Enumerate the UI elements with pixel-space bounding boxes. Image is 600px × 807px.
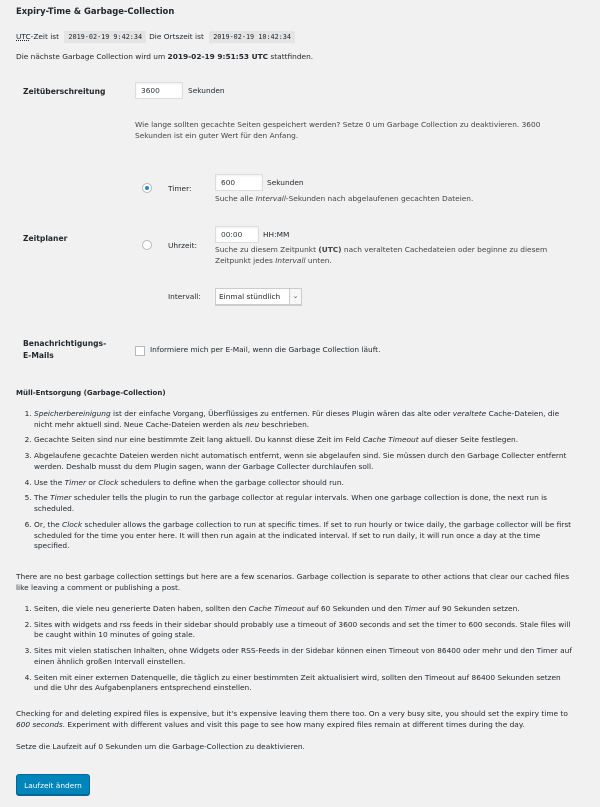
clock-desc-bold: (UTC) [318, 245, 342, 254]
scenario-em: Timer [404, 604, 426, 613]
time-info-line [16, 32, 588, 43]
step-text: Gecachte Seiten sind nur eine bestimmte Zeit lang aktuell. Du kannst diese Zeit im Feld [34, 435, 363, 445]
timer-seconds-input[interactable] [215, 174, 263, 191]
interval-select[interactable] [215, 288, 302, 305]
notifications-label-line2: E-Mails [23, 351, 54, 360]
notifications-label [23, 338, 106, 362]
timer-desc-after: -Sekunden nach abgelaufenen gecachten Dateien. [285, 194, 474, 203]
step-em: Cache Timeout [362, 435, 419, 445]
list-item [34, 451, 572, 472]
expensive-text: Checking for and deleting expired files is expensive, but it's expensive leaving them there too. On a very busy site, you should set the expiry time to [16, 709, 568, 718]
clock-description [215, 245, 570, 266]
clock-unit: HH:MM [263, 230, 290, 239]
interval-label: Intervall: [168, 292, 201, 301]
clock-label: Uhrzeit: [168, 241, 197, 250]
timer-radio[interactable] [142, 183, 152, 193]
step-em: Clock [98, 477, 119, 487]
utc-abbr: UTC [16, 32, 31, 41]
step-text: or [86, 477, 99, 487]
step-text: schedulers to define when the garbage collector should run. [118, 477, 344, 487]
timeout-description: Wie lange sollten gecachte Seiten gespeichert werden? Setze 0 um Garbage Collection zu deaktivieren. 3600 Sekunden ist ein guter Wert für den Anfang. [135, 120, 541, 140]
change-expiry-button[interactable]: Laufzeit ändern [16, 774, 90, 795]
next-gc-line [16, 52, 588, 63]
local-time: 2019-02-19 10:42:34 [209, 31, 295, 43]
timeout-unit: Sekunden [188, 86, 225, 95]
scenario-text: Seiten, die viele neu generierte Daten haben, sollten den [34, 604, 249, 613]
notifications-label-line1: Benachrichtigungs- [23, 339, 107, 348]
help-steps-list [16, 409, 572, 557]
step-text: ist der einfache Vorgang, Überflüssiges zu entfernen. Für dieses Plugin wären das alte oder [110, 409, 453, 418]
list-item [34, 435, 572, 446]
step-text: Cache-Dateien, die nicht mehr aktuell sind. Neue Cache-Dateien werden als [34, 409, 560, 429]
scenario-em: Cache Timeout [248, 604, 305, 613]
scenario-text: Seiten mit einer externen Datenquelle, die täglich zu einer bestimmten Zeit aktualisiert wird, sollten den Timeout auf 86400 Sekunden setzen und die Uhr des Aufgabenplaners entsprechend einstellen. [34, 672, 561, 693]
step-text: auf dieser Seite festlegen. [418, 435, 519, 445]
timer-desc-em: Intervall [255, 194, 286, 203]
list-item [34, 646, 572, 667]
page-title: Expiry-Time & Garbage-Collection [16, 6, 175, 16]
list-item [34, 478, 572, 489]
interval-selected-value: Einmal stündlich [219, 292, 281, 301]
step-em: Clock [62, 519, 83, 529]
local-time-label: Die Ortszeit ist [149, 32, 204, 41]
step-em: Speicherbereinigung [34, 409, 111, 418]
step-text: Abgelaufene gecachte Dateien werden nicht automatisch entfernt, wenn sie abgelaufen sind. Sie müssen durch den Garbage Collecter entfernt werden. Deshalb musst du dem Plugin sagen, wann der Garbage Collecter durchlaufen soll. [34, 451, 567, 471]
scenario-text: auf 60 Sekunden und den [304, 604, 405, 613]
timer-desc-before: Suche alle [215, 194, 254, 203]
scheduler-label: Zeitplaner [23, 234, 68, 243]
next-gc-prefix: Die nächste Garbage Collection wird um [16, 51, 166, 61]
timeout-input[interactable] [135, 82, 183, 99]
scenario-text: auf 90 Sekunden setzen. [425, 604, 520, 613]
expensive-em: 600 seconds [16, 719, 63, 729]
scenarios-list [16, 604, 572, 699]
expensive-note [16, 709, 582, 730]
step-em: Timer [64, 477, 86, 487]
clock-desc-em: Intervall [275, 255, 306, 265]
list-item [34, 673, 572, 694]
list-item [34, 493, 572, 514]
list-item [34, 520, 572, 552]
email-notify-label[interactable]: Informiere mich per E-Mail, wenn die Garbage Collection läuft. [150, 345, 381, 354]
step-text: scheduler tells the plugin to run the garbage collector at regular intervals. When one garbage collection is done, the next run is scheduled. [34, 493, 548, 514]
settings-panel [0, 0, 600, 63]
step-em: veraltete [452, 409, 487, 418]
step-text: beschrieben. [259, 419, 310, 429]
timer-unit: Sekunden [267, 178, 304, 187]
list-item [34, 620, 572, 641]
timeout-label: Zeitüberschreitung [23, 87, 106, 96]
scenario-text: Sites with widgets and rss feeds in their sidebar should probably use a timeout of 3600 seconds and set the timer to 600 seconds. Stale files will be caught within 10 minutes of going stale. [34, 619, 571, 640]
utc-time: 2019-02-19 9:42:34 [64, 31, 146, 43]
clock-radio[interactable] [142, 240, 152, 250]
timer-label: Timer: [168, 184, 192, 193]
step-em: neu [245, 419, 260, 429]
email-notify-checkbox[interactable] [135, 346, 145, 356]
step-text: Or, the [34, 519, 63, 529]
next-gc-time: 2019-02-19 9:51:53 UTC [167, 51, 269, 61]
step-text: The [34, 493, 51, 503]
scenario-text: Sites mit vielen statischen Inhalten, ohne Widgets oder RSS-Feeds in der Sidebar können einen Timeout von 86400 oder mehr und den Timer auf einen ähnlich großen Intervall einstellen. [34, 646, 572, 666]
next-gc-suffix: stattfinden. [270, 51, 314, 61]
clock-desc-2: nach veralteten Cachedateien oder beginne zu diesem Zeitpunkt jedes [215, 245, 548, 265]
chevron-down-icon: ⌄ [289, 289, 301, 304]
help-heading: Müll-Entsorgung (Garbage-Collection) [16, 389, 166, 397]
list-item [34, 604, 572, 615]
clock-desc-1: Suche zu diesem Zeitpunkt [215, 245, 316, 254]
list-item [34, 409, 572, 430]
step-em: Timer [50, 493, 72, 503]
timer-description [215, 194, 575, 205]
step-text: scheduler allows the garbage collection to run at specific times. If set to run hourly or twice daily, the garbage collector will be first scheduled for the time you enter here. It will then run again at the indicated interval. If set to run daily, it will run once a day at the time specified. [34, 519, 572, 551]
disable-note: Setze die Laufzeit auf 0 Sekunden um die Garbage-Collection zu deaktivieren. [16, 742, 305, 751]
clock-desc-3: unten. [307, 255, 332, 265]
utc-suffix: -Zeit ist [30, 32, 60, 41]
clock-time-input[interactable] [215, 226, 259, 243]
expensive-text: . Experiment with different values and visit this page to see how many expired files remain at different times during the day. [62, 719, 525, 729]
scenarios-intro: There are no best garbage collection settings but here are a few scenarios. Garbage collection is separate to other actions that clear our cached files like leaving a comment or publishing a post. [16, 572, 570, 592]
step-text: Use the [34, 477, 65, 487]
